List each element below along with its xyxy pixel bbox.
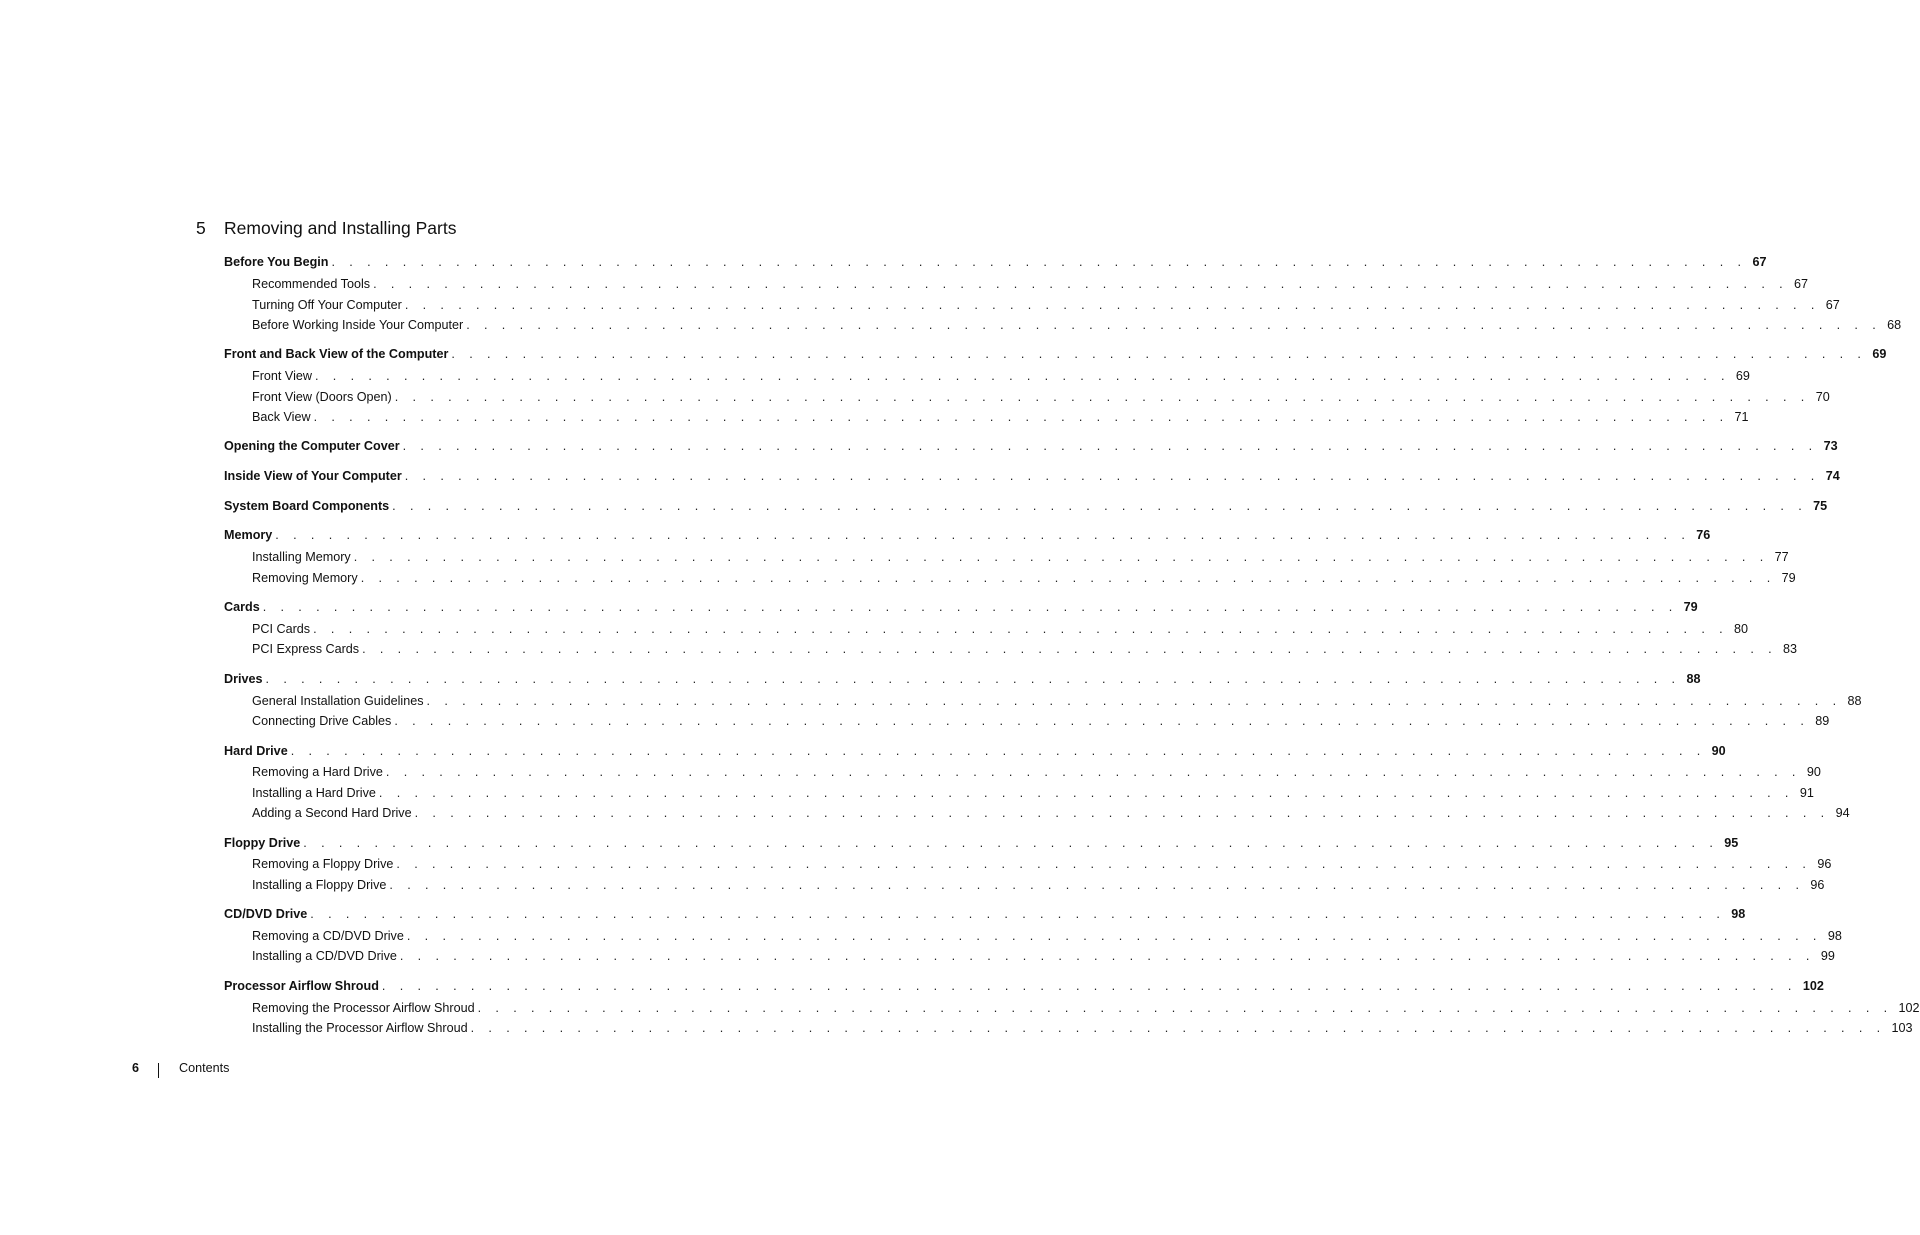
toc-entry-page-number: 95: [1724, 836, 1739, 850]
toc-subsection-entry[interactable]: [252, 548, 1789, 566]
toc-entry-title: Floppy Drive: [224, 836, 301, 850]
dot-leader: . . . . . . . . . . . . . . . . . . . . . . . . . . . . . . . . . . . . . . . . . . . . . . . . . . . . . . . . . . . . . . . . . . . . . . . . . . . . . . . .: [362, 642, 1778, 656]
toc-subsection-entry[interactable]: [252, 408, 1749, 426]
toc-entry-title: Memory: [224, 528, 273, 542]
toc-section-entry[interactable]: [224, 345, 1887, 363]
toc-entry-page-number: 80: [1734, 622, 1749, 636]
dot-leader: . . . . . . . . . . . . . . . . . . . . . . . . . . . . . . . . . . . . . . . . . . . . . . . . . . . . . . . . . . . . . . . . . . . . . . . . . . . . . . . .: [394, 390, 1810, 404]
toc-entry-title: Opening the Computer Cover: [224, 439, 400, 453]
toc-entry-page-number: 76: [1696, 528, 1711, 542]
dot-leader: . . . . . . . . . . . . . . . . . . . . . . . . . . . . . . . . . . . . . . . . . . . . . . . . . . . . . . . . . . . . . . . . . . . . . . . . . . . . . . . .: [360, 571, 1776, 585]
toc-subsection-entry[interactable]: [252, 316, 1902, 334]
toc-entry-title: Recommended Tools: [252, 277, 371, 291]
toc-section-entry[interactable]: [224, 253, 1767, 271]
toc-entry-title: General Installation Guidelines: [252, 694, 424, 708]
dot-leader: . . . . . . . . . . . . . . . . . . . . . . . . . . . . . . . . . . . . . . . . . . . . . . . . . . . . . . . . . . . . . . . . . . . . . . . . . . . . . . . .: [394, 714, 1810, 728]
toc-subsection-entry[interactable]: [252, 1019, 1913, 1037]
dot-leader: . . . . . . . . . . . . . . . . . . . . . . . . . . . . . . . . . . . . . . . . . . . . . . . . . . . . . . . . . . . . . . . . . . . . . . . . . . . . . . . .: [310, 907, 1726, 921]
toc-subsection-entry[interactable]: [252, 784, 1814, 802]
toc-entry-page-number: 77: [1774, 550, 1789, 564]
toc-entry-page-number: 73: [1823, 439, 1838, 453]
toc-entry-title: Adding a Second Hard Drive: [252, 806, 412, 820]
toc-section-entry[interactable]: [224, 977, 1824, 995]
toc-entry-page-number: 90: [1711, 744, 1726, 758]
toc-entry-page-number: 96: [1817, 857, 1832, 871]
toc-entry-title: Removing Memory: [252, 571, 358, 585]
toc-entry-page-number: 102: [1802, 979, 1824, 993]
toc-entry-title: Turning Off Your Computer: [252, 298, 402, 312]
toc-entry-title: Hard Drive: [224, 744, 288, 758]
toc-subsection-entry[interactable]: [252, 620, 1749, 638]
dot-leader: . . . . . . . . . . . . . . . . . . . . . . . . . . . . . . . . . . . . . . . . . . . . . . . . . . . . . . . . . . . . . . . . . . . . . . . . . . . . . . . .: [414, 806, 1830, 820]
toc-subsection-entry[interactable]: [252, 275, 1809, 293]
toc-subsection-entry[interactable]: [252, 712, 1830, 730]
dot-leader: . . . . . . . . . . . . . . . . . . . . . . . . . . . . . . . . . . . . . . . . . . . . . . . . . . . . . . . . . . . . . . . . . . . . . . . . . . . . . . . .: [426, 694, 1842, 708]
dot-leader: . . . . . . . . . . . . . . . . . . . . . . . . . . . . . . . . . . . . . . . . . . . . . . . . . . . . . . . . . . . . . . . . . . . . . . . . . . . . . . . .: [466, 318, 1882, 332]
toc-subsection-entry[interactable]: [252, 367, 1750, 385]
toc-entry-title: Front and Back View of the Computer: [224, 347, 449, 361]
toc-entry-title: Installing a Floppy Drive: [252, 878, 387, 892]
toc-entry-page-number: 71: [1734, 410, 1749, 424]
toc-section-entry[interactable]: [224, 437, 1838, 455]
dot-leader: . . . . . . . . . . . . . . . . . . . . . . . . . . . . . . . . . . . . . . . . . . . . . . . . . . . . . . . . . . . . . . . . . . . . . . . . . . . . . . . .: [406, 929, 1822, 943]
toc-entry-page-number: 79: [1683, 600, 1698, 614]
footer-divider: [158, 1063, 159, 1078]
dot-leader: . . . . . . . . . . . . . . . . . . . . . . . . . . . . . . . . . . . . . . . . . . . . . . . . . . . . . . . . . . . . . . . . . . . . . . . . . . . . . . . .: [477, 1001, 1893, 1015]
toc-entry-title: Installing the Processor Airflow Shroud: [252, 1021, 468, 1035]
toc-section-entry[interactable]: [224, 598, 1698, 616]
toc-entry-title: System Board Components: [224, 499, 390, 513]
toc-entry-title: Front View: [252, 369, 312, 383]
toc-entry-title: Removing a CD/DVD Drive: [252, 929, 404, 943]
dot-leader: . . . . . . . . . . . . . . . . . . . . . . . . . . . . . . . . . . . . . . . . . . . . . . . . . . . . . . . . . . . . . . . . . . . . . . . . . . . . . . . .: [381, 979, 1797, 993]
toc-entry-page-number: 103: [1891, 1021, 1913, 1035]
toc-entry-page-number: 69: [1872, 347, 1887, 361]
dot-leader: . . . . . . . . . . . . . . . . . . . . . . . . . . . . . . . . . . . . . . . . . . . . . . . . . . . . . . . . . . . . . . . . . . . . . . . . . . . . . . . .: [313, 622, 1729, 636]
toc-entry-title: Installing Memory: [252, 550, 351, 564]
toc-subsection-entry[interactable]: [252, 876, 1825, 894]
dot-leader: . . . . . . . . . . . . . . . . . . . . . . . . . . . . . . . . . . . . . . . . . . . . . . . . . . . . . . . . . . . . . . . . . . . . . . . . . . . . . . . .: [404, 469, 1820, 483]
dot-leader: . . . . . . . . . . . . . . . . . . . . . . . . . . . . . . . . . . . . . . . . . . . . . . . . . . . . . . . . . . . . . . . . . . . . . . . . . . . . . . . .: [404, 298, 1820, 312]
toc-entry-title: Processor Airflow Shroud: [224, 979, 379, 993]
toc-entry-page-number: 83: [1783, 642, 1798, 656]
toc-section-entry[interactable]: [224, 467, 1840, 485]
toc-entry-title: PCI Express Cards: [252, 642, 360, 656]
toc-entry-page-number: 94: [1835, 806, 1850, 820]
toc-entry-page-number: 74: [1825, 469, 1840, 483]
toc-entry-page-number: 67: [1794, 277, 1809, 291]
toc-entry-page-number: 68: [1887, 318, 1902, 332]
toc-entry-title: Removing the Processor Airflow Shroud: [252, 1001, 475, 1015]
dot-leader: . . . . . . . . . . . . . . . . . . . . . . . . . . . . . . . . . . . . . . . . . . . . . . . . . . . . . . . . . . . . . . . . . . . . . . . . . . . . . . . .: [314, 369, 1730, 383]
toc-entry-title: Front View (Doors Open): [252, 390, 392, 404]
toc-entry-page-number: 99: [1820, 949, 1835, 963]
dot-leader: . . . . . . . . . . . . . . . . . . . . . . . . . . . . . . . . . . . . . . . . . . . . . . . . . . . . . . . . . . . . . . . . . . . . . . . . . . . . . . . .: [290, 744, 1706, 758]
toc-entry-title: CD/DVD Drive: [224, 907, 308, 921]
toc-entry-page-number: 98: [1731, 907, 1746, 921]
dot-leader: . . . . . . . . . . . . . . . . . . . . . . . . . . . . . . . . . . . . . . . . . . . . . . . . . . . . . . . . . . . . . . . . . . . . . . . . . . . . . . . .: [385, 765, 1801, 779]
toc-section-entry[interactable]: [224, 834, 1739, 852]
chapter-title: Removing and Installing Parts: [224, 218, 457, 238]
toc-subsection-entry[interactable]: [252, 640, 1798, 658]
toc-entry-page-number: 98: [1827, 929, 1842, 943]
toc-subsection-entry[interactable]: [252, 855, 1832, 873]
toc-section-entry[interactable]: [224, 905, 1746, 923]
toc-subsection-entry[interactable]: [252, 388, 1830, 406]
dot-leader: . . . . . . . . . . . . . . . . . . . . . . . . . . . . . . . . . . . . . . . . . . . . . . . . . . . . . . . . . . . . . . . . . . . . . . . . . . . . . . . .: [313, 410, 1729, 424]
dot-leader: . . . . . . . . . . . . . . . . . . . . . . . . . . . . . . . . . . . . . . . . . . . . . . . . . . . . . . . . . . . . . . . . . . . . . . . . . . . . . . . .: [470, 1021, 1886, 1035]
toc-entry-title: PCI Cards: [252, 622, 311, 636]
footer-section-label: Contents: [179, 1061, 230, 1075]
chapter-number: 5: [196, 218, 206, 238]
footer-page-number: 6: [132, 1061, 140, 1075]
dot-leader: . . . . . . . . . . . . . . . . . . . . . . . . . . . . . . . . . . . . . . . . . . . . . . . . . . . . . . . . . . . . . . . . . . . . . . . . . . . . . . . .: [262, 600, 1678, 614]
toc-subsection-entry[interactable]: [252, 927, 1842, 945]
toc-entry-title: Installing a Hard Drive: [252, 786, 376, 800]
toc-entry-page-number: 88: [1686, 672, 1701, 686]
toc-entry-page-number: 91: [1799, 786, 1814, 800]
toc-section-entry[interactable]: [224, 670, 1701, 688]
toc-entry-title: Drives: [224, 672, 263, 686]
dot-leader: . . . . . . . . . . . . . . . . . . . . . . . . . . . . . . . . . . . . . . . . . . . . . . . . . . . . . . . . . . . . . . . . . . . . . . . . . . . . . . . .: [303, 836, 1719, 850]
dot-leader: . . . . . . . . . . . . . . . . . . . . . . . . . . . . . . . . . . . . . . . . . . . . . . . . . . . . . . . . . . . . . . . . . . . . . . . . . . . . . . . .: [389, 878, 1805, 892]
toc-section-entry[interactable]: [224, 526, 1711, 544]
dot-leader: . . . . . . . . . . . . . . . . . . . . . . . . . . . . . . . . . . . . . . . . . . . . . . . . . . . . . . . . . . . . . . . . . . . . . . . . . . . . . . . .: [275, 528, 1691, 542]
toc-entry-title: Inside View of Your Computer: [224, 469, 402, 483]
toc-entry-title: Removing a Floppy Drive: [252, 857, 394, 871]
toc-entry-page-number: 88: [1847, 694, 1862, 708]
toc-subsection-entry[interactable]: [252, 569, 1796, 587]
toc-subsection-entry[interactable]: [252, 947, 1835, 965]
dot-leader: . . . . . . . . . . . . . . . . . . . . . . . . . . . . . . . . . . . . . . . . . . . . . . . . . . . . . . . . . . . . . . . . . . . . . . . . . . . . . . . .: [373, 277, 1789, 291]
toc-entry-title: Back View: [252, 410, 311, 424]
toc-subsection-entry[interactable]: [252, 999, 1920, 1017]
toc-entry-page-number: 102: [1898, 1001, 1920, 1015]
toc-entry-page-number: 96: [1810, 878, 1825, 892]
toc-entry-title: Installing a CD/DVD Drive: [252, 949, 397, 963]
dot-leader: . . . . . . . . . . . . . . . . . . . . . . . . . . . . . . . . . . . . . . . . . . . . . . . . . . . . . . . . . . . . . . . . . . . . . . . . . . . . . . . .: [378, 786, 1794, 800]
toc-entry-page-number: 90: [1806, 765, 1821, 779]
toc-subsection-entry[interactable]: [252, 692, 1862, 710]
toc-section-entry[interactable]: [224, 497, 1828, 515]
toc-subsection-entry[interactable]: [252, 296, 1840, 314]
toc-entry-title: Cards: [224, 600, 260, 614]
toc-entry-page-number: 89: [1815, 714, 1830, 728]
toc-entry-page-number: 70: [1815, 390, 1830, 404]
toc-entry-title: Connecting Drive Cables: [252, 714, 392, 728]
dot-leader: . . . . . . . . . . . . . . . . . . . . . . . . . . . . . . . . . . . . . . . . . . . . . . . . . . . . . . . . . . . . . . . . . . . . . . . . . . . . . . . .: [396, 857, 1812, 871]
toc-entry-title: Removing a Hard Drive: [252, 765, 383, 779]
toc-section-entry[interactable]: [224, 742, 1726, 760]
toc-entry-page-number: 67: [1825, 298, 1840, 312]
dot-leader: . . . . . . . . . . . . . . . . . . . . . . . . . . . . . . . . . . . . . . . . . . . . . . . . . . . . . . . . . . . . . . . . . . . . . . . . . . . . . . . .: [392, 499, 1808, 513]
dot-leader: . . . . . . . . . . . . . . . . . . . . . . . . . . . . . . . . . . . . . . . . . . . . . . . . . . . . . . . . . . . . . . . . . . . . . . . . . . . . . . . .: [399, 949, 1815, 963]
dot-leader: . . . . . . . . . . . . . . . . . . . . . . . . . . . . . . . . . . . . . . . . . . . . . . . . . . . . . . . . . . . . . . . . . . . . . . . . . . . . . . . .: [451, 347, 1867, 361]
toc-subsection-entry[interactable]: [252, 804, 1850, 822]
toc-entry-page-number: 69: [1735, 369, 1750, 383]
toc-entry-title: Before You Begin: [224, 255, 329, 269]
dot-leader: . . . . . . . . . . . . . . . . . . . . . . . . . . . . . . . . . . . . . . . . . . . . . . . . . . . . . . . . . . . . . . . . . . . . . . . . . . . . . . . .: [331, 255, 1747, 269]
toc-entry-page-number: 79: [1781, 571, 1796, 585]
dot-leader: . . . . . . . . . . . . . . . . . . . . . . . . . . . . . . . . . . . . . . . . . . . . . . . . . . . . . . . . . . . . . . . . . . . . . . . . . . . . . . . .: [402, 439, 1818, 453]
dot-leader: . . . . . . . . . . . . . . . . . . . . . . . . . . . . . . . . . . . . . . . . . . . . . . . . . . . . . . . . . . . . . . . . . . . . . . . . . . . . . . . .: [265, 672, 1681, 686]
toc-entry-page-number: 75: [1813, 499, 1828, 513]
toc-subsection-entry[interactable]: [252, 763, 1821, 781]
toc-entry-title: Before Working Inside Your Computer: [252, 318, 464, 332]
toc-entry-page-number: 67: [1752, 255, 1767, 269]
dot-leader: . . . . . . . . . . . . . . . . . . . . . . . . . . . . . . . . . . . . . . . . . . . . . . . . . . . . . . . . . . . . . . . . . . . . . . . . . . . . . . . .: [353, 550, 1769, 564]
